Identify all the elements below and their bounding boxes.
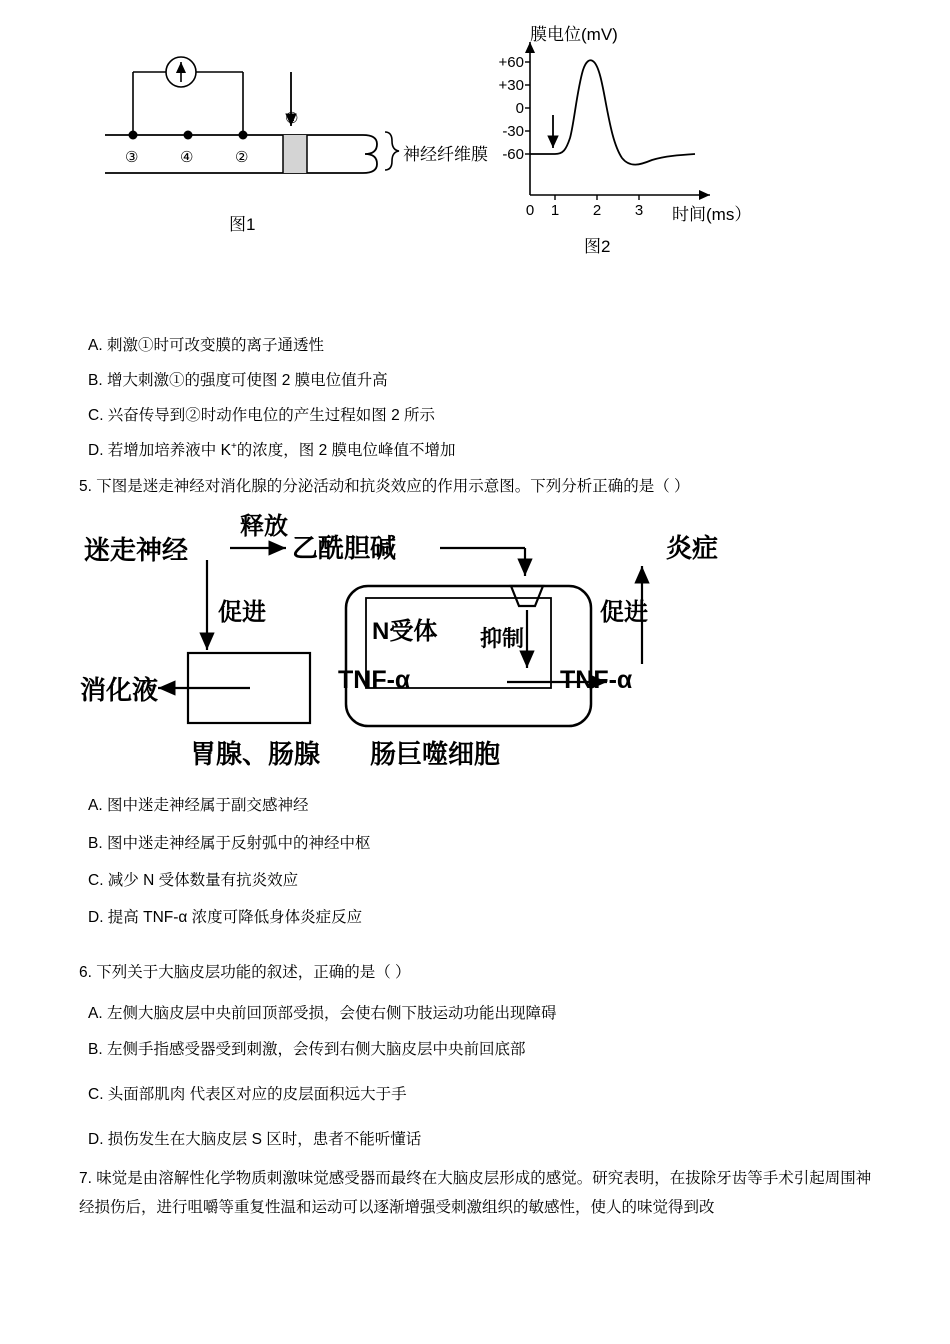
q6-option-b: B. 左侧手指感受器受到刺激，会传到右侧大脑皮层中央前回底部: [88, 1041, 526, 1058]
q4-option-b: B. 增大刺激①的强度可使图 2 膜电位值升高: [88, 372, 388, 389]
marker-2: ②: [235, 149, 249, 166]
promote-label-1: 促进: [218, 599, 266, 626]
q7-stem: 7. 味觉是由溶解性化学物质刺激味觉感受器而最终在大脑皮层形成的感觉。研究表明，在拔除牙齿等手术引起周围神经损伤后，进行咀嚼等重复性温和运动可以逐渐增强受刺激组织的敏感性，使人的味觉得到改: [79, 1170, 872, 1216]
x-tick-2: 2: [592, 202, 602, 219]
q4-option-c: C. 兴奋传导到②时动作电位的产生过程如图 2 所示: [88, 407, 436, 424]
vagus-nerve-diagram: [70, 498, 880, 788]
tnf-inner-label: TNF-α: [338, 666, 411, 694]
y-tick-60: +60: [498, 54, 524, 71]
inflammation-label: 炎症: [666, 533, 719, 563]
marker-4: ④: [180, 149, 194, 166]
n-receptor-label: N受体: [372, 618, 438, 645]
q6-stem: 6. 下列关于大脑皮层功能的叙述，正确的是（ ）: [79, 964, 411, 981]
inhibit-label: 抑制: [480, 626, 525, 651]
figure2-caption: 图2: [584, 237, 611, 256]
y-tick-30: +30: [498, 77, 524, 94]
nerve-fiber-diagram: [95, 30, 488, 270]
release-label: 释放: [240, 513, 288, 540]
q4-option-d-tail: 的浓度，图 2 膜电位峰值不增加: [236, 442, 456, 459]
tnf-outer-label: TNF-α: [560, 666, 633, 694]
membrane-potential-chart: [480, 20, 900, 280]
digestive-juice-label: 消化液: [80, 675, 159, 705]
q5-option-a: A. 图中迷走神经属于副交感神经: [88, 797, 309, 814]
q5-stem: 5. 下图是迷走神经对消化腺的分泌活动和抗炎效应的作用示意图。下列分析正确的是（ ）: [79, 478, 690, 495]
x-tick-1: 1: [550, 202, 560, 219]
vagus-nerve-label: 迷走神经: [84, 535, 189, 565]
y-tick-neg30: -30: [502, 123, 524, 140]
y-tick-neg60: -60: [502, 146, 524, 163]
marker-3: ③: [125, 149, 139, 166]
q5-option-c: C. 减少 N 受体数量有抗炎效应: [88, 872, 299, 889]
membrane-potential-svg: [480, 20, 900, 280]
promote-label-2: 促进: [600, 599, 648, 626]
q4-option-d-head: D. 若增加培养液中 K: [88, 442, 231, 459]
acetylcholine-label: 乙酰胆碱: [292, 533, 397, 563]
membrane-label: 神经纤维膜: [403, 145, 488, 164]
q6-option-c: C. 头面部肌肉 代表区对应的皮层面积远大于手: [88, 1086, 407, 1103]
q5-option-b: B. 图中迷走神经属于反射弧中的神经中枢: [88, 835, 371, 852]
figure-row-top: [0, 0, 950, 280]
q4-option-a: A. 刺激①时可改变膜的离子通透性: [88, 337, 324, 354]
marker-1: ①: [285, 110, 299, 127]
q4-option-d-sup: +: [230, 440, 237, 452]
q4-option-d: [88, 438, 456, 460]
gland-label: 胃腺、肠腺: [190, 739, 321, 769]
x-axis-title: 时间(ms）: [672, 205, 752, 224]
chart-title: 膜电位(mV): [530, 25, 618, 44]
q6-option-a: A. 左侧大脑皮层中央前回顶部受损，会使右侧下肢运动功能出现障碍: [88, 1005, 557, 1022]
q5-option-d: D. 提高 TNF-α 浓度可降低身体炎症反应: [88, 909, 363, 926]
q6-option-d: D. 损伤发生在大脑皮层 S 区时，患者不能听懂话: [88, 1131, 422, 1148]
x-tick-0: 0: [525, 202, 535, 219]
figure1-caption: 图1: [229, 215, 256, 234]
x-tick-3: 3: [634, 202, 644, 219]
y-tick-0: 0: [515, 100, 524, 117]
macrophage-label: 肠巨噬细胞: [370, 739, 501, 769]
